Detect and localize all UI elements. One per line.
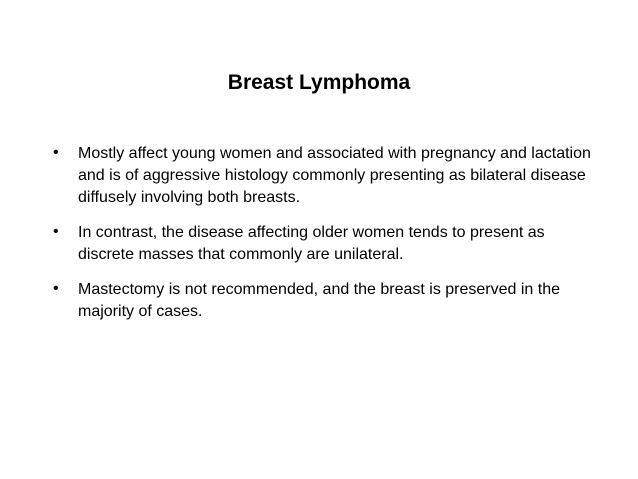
bullet-item bbox=[53, 279, 598, 323]
bullet-icon: • bbox=[53, 280, 59, 297]
bullet-item bbox=[53, 222, 598, 266]
bullet-item bbox=[53, 143, 598, 209]
bullet-text: Mostly affect young women and associated with pregnancy and lactation and is of aggressive histology commonly presenting as bilateral disease diffusely involving both breasts. bbox=[78, 145, 591, 206]
bullet-text: In contrast, the disease affecting older women tends to present as discrete masses that commonly are unilateral. bbox=[78, 224, 545, 263]
bullet-icon: • bbox=[53, 144, 59, 161]
slide-title: Breast Lymphoma bbox=[227, 71, 411, 94]
bullet-text: Mastectomy is not recommended, and the breast is preserved in the majority of cases. bbox=[78, 281, 561, 320]
bullet-icon: • bbox=[53, 223, 59, 240]
bullet-list bbox=[53, 143, 598, 336]
